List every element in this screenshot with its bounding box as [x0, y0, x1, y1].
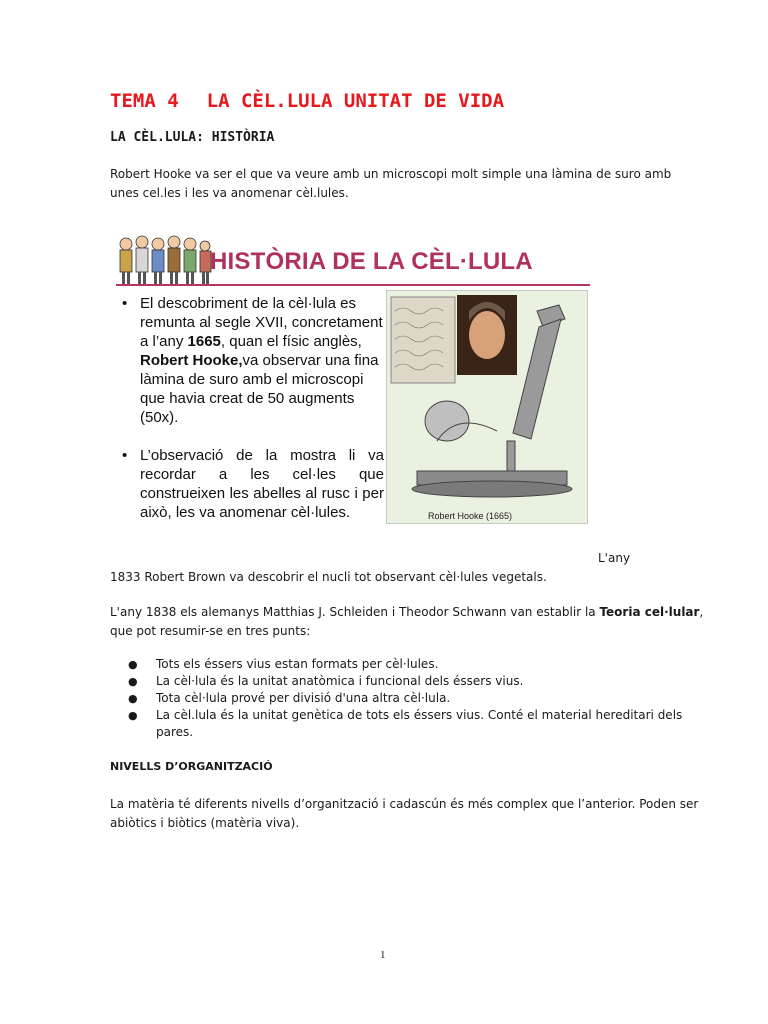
list-item-text: Tota cèl·lula prové per divisió d'una altra cèl·lula. — [156, 691, 451, 705]
theory-points-list — [128, 656, 698, 741]
list-item — [128, 673, 698, 690]
history-slide — [110, 228, 596, 544]
list-bullet: ● — [128, 675, 138, 688]
scientists-cartoon-icon — [116, 232, 214, 288]
bullet1-year: 1665 — [187, 333, 221, 350]
list-item — [128, 656, 698, 673]
bullet2-text: L’observació de la mostra li va recordar a les cel·les que construeixen les abelles al rusc i per això, les va anomenar cèl·lules. — [140, 447, 384, 521]
slide-divider — [116, 284, 590, 286]
tema-label: TEMA 4 — [110, 90, 179, 112]
theory-text-a: L'any 1838 els alemanys Matthias J. Schleiden i Theodor Schwann van establir la — [110, 605, 600, 619]
bullet1-text-b: , quan el físic anglès, — [220, 333, 362, 350]
image-caption: Robert Hooke (1665) — [428, 511, 513, 521]
list-item-text: Tots els éssers vius estan formats per cèl·lules. — [156, 657, 439, 671]
theory-bold: Teoria cel·lular — [599, 605, 700, 619]
list-item-text: La cèl.lula és la unitat genètica de tots els éssers vius. Conté el material hereditari dels pares. — [156, 708, 683, 739]
brown-lany: L'any — [598, 551, 631, 565]
bullet1-text-a: El descobriment de la cèl·lula es remunta al segle XVII, concretament a l’any — [140, 295, 383, 350]
slide-bullet-2 — [122, 446, 384, 522]
intro-paragraph: Robert Hooke va ser el que va veure amb un microscopi molt simple una làmina de suro amb unes cel.les i les va anomenar cèl.lules. — [110, 167, 672, 200]
hooke-microscope-image — [386, 290, 588, 524]
theory-text-b: , que pot resumir-se en tres punts: — [110, 605, 704, 638]
list-item — [128, 690, 698, 707]
levels-heading: NIVELLS D’ORGANITZACIÓ — [110, 760, 273, 773]
list-bullet: ● — [128, 709, 138, 722]
bullet-dot: • — [122, 447, 128, 464]
levels-paragraph: La matèria té diferents nivells d’organització i cadascún és més complex que l’anterior. Poden ser abiòtics i biòtics (matèria viva). — [110, 797, 699, 830]
page-number: 1 — [380, 949, 386, 961]
theory-paragraph — [110, 603, 710, 641]
brown-paragraph: 1833 Robert Brown va descobrir el nucli tot observant cèl·lules vegetals. — [110, 570, 547, 584]
page-title — [110, 90, 504, 112]
list-bullet: ● — [128, 658, 138, 671]
topic-label: LA CÈL.LULA UNITAT DE VIDA — [206, 90, 505, 112]
slide-title: HISTÒRIA DE LA CÈL·LULA — [210, 248, 533, 275]
bullet1-name: Robert Hooke, — [140, 352, 243, 369]
bullet-dot: • — [122, 295, 128, 312]
bullet1-text-c: va observar una fina làmina de suro amb el microscopi que havia creat de 50 augments (50x). — [140, 352, 379, 426]
list-item — [128, 707, 698, 741]
section-heading: LA CÈL.LULA: HISTÒRIA — [110, 130, 275, 145]
list-bullet: ● — [128, 692, 138, 705]
list-item-text: La cèl·lula és la unitat anatòmica i funcional dels éssers vius. — [156, 674, 524, 688]
slide-bullet-1 — [122, 294, 384, 427]
